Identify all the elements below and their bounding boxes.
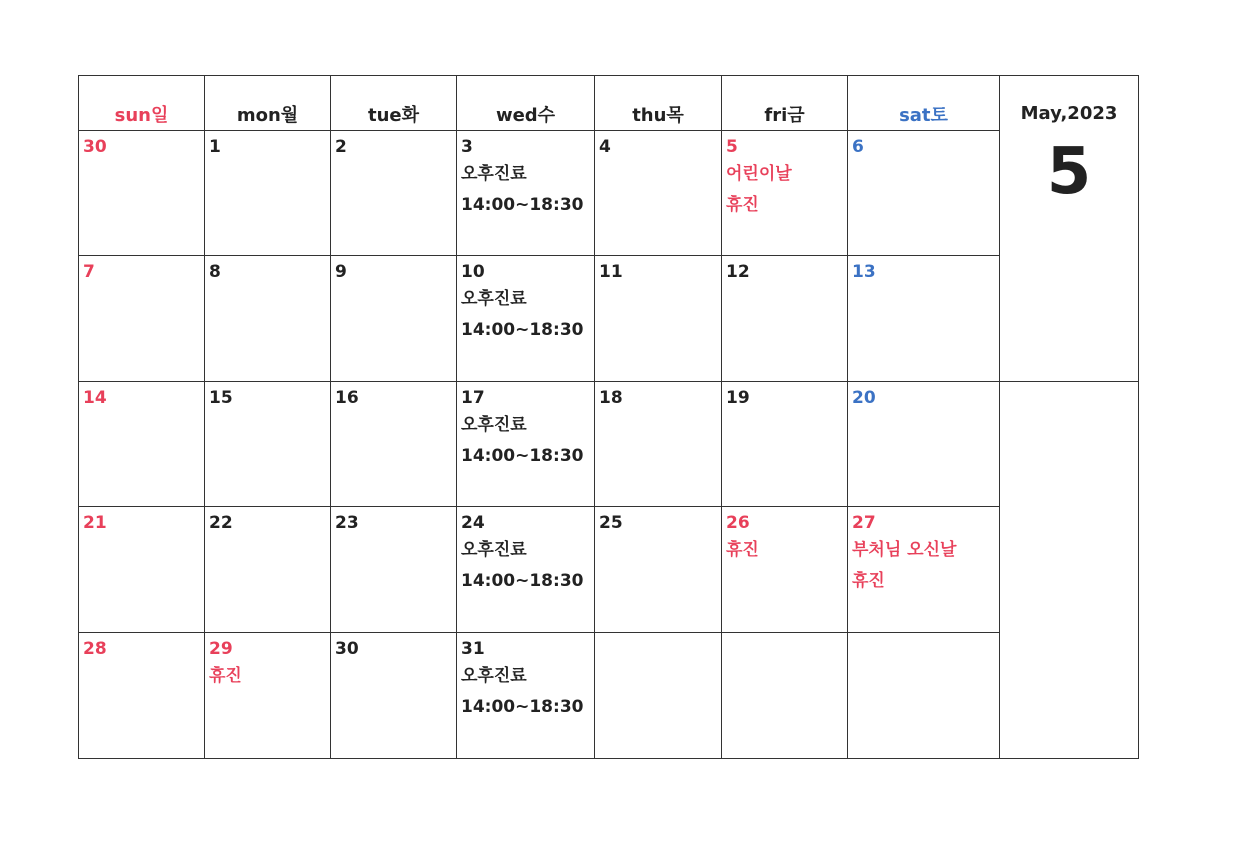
day-number: 8: [209, 262, 221, 282]
day-number: 19: [726, 388, 750, 408]
day-cell: [722, 256, 848, 382]
weekday-header-mon: mon월: [205, 76, 331, 131]
day-number: 28: [83, 639, 107, 659]
day-cell: [595, 633, 722, 758]
schedule-note: 14:00~18:30: [461, 446, 584, 466]
day-cell: [595, 382, 722, 507]
day-number: 4: [599, 137, 611, 157]
day-cell: [457, 382, 595, 507]
day-cell: [79, 382, 205, 507]
day-number: 6: [852, 137, 864, 157]
day-cell: [79, 633, 205, 758]
day-number: 24: [461, 513, 485, 533]
holiday-note: 휴진: [726, 540, 759, 560]
day-number: 10: [461, 262, 485, 282]
day-cell: [848, 633, 1000, 758]
day-number: 3: [461, 137, 473, 157]
schedule-note: 14:00~18:30: [461, 195, 584, 215]
day-number: 30: [335, 639, 359, 659]
day-cell: [457, 256, 595, 382]
day-number: 25: [599, 513, 623, 533]
day-number: 13: [852, 262, 876, 282]
schedule-note: 14:00~18:30: [461, 697, 584, 717]
day-number: 2: [335, 137, 347, 157]
day-number: 26: [726, 513, 750, 533]
day-cell: [722, 633, 848, 758]
schedule-note: 오후진료: [461, 164, 527, 184]
day-cell: [722, 382, 848, 507]
day-number: 18: [599, 388, 623, 408]
weekday-header-wed: wed수: [457, 76, 595, 131]
schedule-note: 오후진료: [461, 289, 527, 309]
day-cell: [848, 382, 1000, 507]
weekday-header-fri: fri금: [722, 76, 848, 131]
day-number: 31: [461, 639, 485, 659]
day-cell: [848, 507, 1000, 633]
day-number: 7: [83, 262, 95, 282]
day-number: 14: [83, 388, 107, 408]
day-cell: [205, 382, 331, 507]
day-number: 20: [852, 388, 876, 408]
calendar-grid: [78, 75, 1139, 759]
day-cell: [722, 131, 848, 256]
holiday-note: 휴진: [852, 571, 885, 591]
day-cell: [205, 256, 331, 382]
day-cell: [595, 131, 722, 256]
day-cell: [331, 633, 457, 758]
day-number: 16: [335, 388, 359, 408]
day-number: 5: [726, 137, 738, 157]
day-number: 11: [599, 262, 623, 282]
day-number: 30: [83, 137, 107, 157]
day-cell: [457, 633, 595, 758]
day-number: 17: [461, 388, 485, 408]
day-cell: [457, 131, 595, 256]
holiday-note: 부처님 오신날: [852, 540, 957, 560]
month-number: 5: [1046, 135, 1092, 209]
weekday-header-tue: tue화: [331, 76, 457, 131]
schedule-note: 14:00~18:30: [461, 571, 584, 591]
holiday-note: 어린이날: [726, 164, 792, 184]
weekday-header-sat: sat토: [848, 76, 1000, 131]
day-number: 22: [209, 513, 233, 533]
holiday-note: 휴진: [726, 195, 759, 215]
day-cell: [331, 382, 457, 507]
schedule-note: 오후진료: [461, 415, 527, 435]
day-cell: [722, 507, 848, 633]
day-cell: [848, 256, 1000, 382]
day-cell: [595, 507, 722, 633]
day-cell: [79, 131, 205, 256]
day-cell: [205, 633, 331, 758]
schedule-note: 오후진료: [461, 666, 527, 686]
day-cell: [205, 131, 331, 256]
day-number: 27: [852, 513, 876, 533]
weekday-header-sun: sun일: [79, 76, 205, 131]
day-cell: [457, 507, 595, 633]
day-number: 12: [726, 262, 750, 282]
day-number: 29: [209, 639, 233, 659]
side-blank-area: [1000, 382, 1138, 758]
day-cell: [595, 256, 722, 382]
day-number: 15: [209, 388, 233, 408]
day-cell: [79, 256, 205, 382]
day-cell: [848, 131, 1000, 256]
day-number: 21: [83, 513, 107, 533]
weekday-header-thu: thu목: [595, 76, 722, 131]
day-cell: [331, 256, 457, 382]
day-cell: [205, 507, 331, 633]
day-number: 23: [335, 513, 359, 533]
day-number: 1: [209, 137, 221, 157]
month-year-label: May,2023: [1020, 103, 1118, 124]
holiday-note: 휴진: [209, 666, 242, 686]
month-box: [1000, 76, 1138, 382]
day-number: 9: [335, 262, 347, 282]
schedule-note: 오후진료: [461, 540, 527, 560]
day-cell: [79, 507, 205, 633]
day-cell: [331, 507, 457, 633]
day-cell: [331, 131, 457, 256]
schedule-note: 14:00~18:30: [461, 320, 584, 340]
